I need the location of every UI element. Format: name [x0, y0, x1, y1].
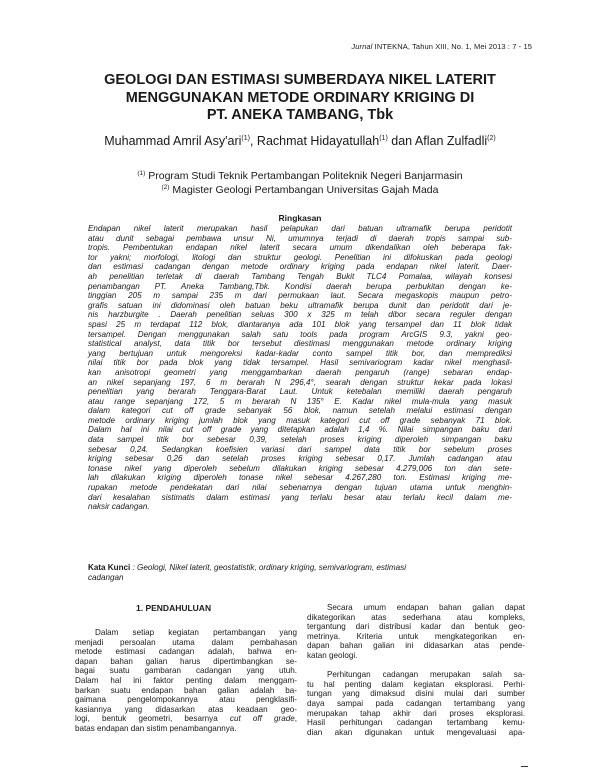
affiliation-mark: (1): [137, 170, 146, 177]
text-line: rupakan metode pendekatan dari nilai sebenarnya dengan tujuan utama untuk menghin-: [88, 483, 512, 493]
keywords: [88, 563, 512, 582]
keywords-label: Kata Kunci: [88, 563, 131, 572]
text-line: menjadi persoalan utama dalam pembahasan: [75, 637, 297, 647]
text-line: dalam kategori cut off grade sebanyak 56 blok, namun setelah melalui estimasi dengan: [88, 406, 512, 416]
left-column: [75, 628, 297, 734]
author-affil-mark: (1): [241, 135, 250, 142]
text-fragment-italic: cut off grade: [229, 714, 295, 724]
text-line: grafis satuan ini didominasi oleh batuan beku ultramafik berupa dunit dan peridotit dari je-: [88, 300, 512, 310]
text-line: dian akan digunakan untuk mengevaluasi apa-: [307, 727, 525, 737]
text-line: barkan suatu endapan bahan galian adalah ba-: [75, 685, 297, 695]
author-affil-mark: (1): [379, 135, 388, 142]
affiliation-text: Program Studi Teknik Pertambangan Politeknik Negeri Banjarmasin: [145, 170, 463, 182]
author-affil-mark: (2): [487, 135, 496, 142]
text-line: Dalam setiap kegiatan pertambangan yang: [95, 628, 297, 637]
text-line: atau range sepanjang 172, 5 m berarah N 135° E. Kadar nikel mula-mula yang masuk: [88, 396, 512, 406]
paper-title: [40, 72, 560, 125]
text-line: yang bertujuan untuk mengoreksi kadar-kadar conto sampel titik bor, dan memprediksi: [88, 348, 512, 358]
author-list: [40, 134, 560, 148]
affiliation: [40, 168, 560, 182]
author-name: Muhammad Amril Asy'ari: [104, 134, 242, 148]
text-line: tu hal penting dalam kegiatan eksplorasi. Perhi-: [307, 679, 525, 689]
abstract-body: [88, 224, 512, 512]
right-column: [307, 603, 525, 737]
text-line: metode estimasi cadangan adalah, bahwa en-: [75, 647, 297, 657]
text-line: batas endapan dan sistim penambangannya.: [75, 723, 237, 733]
text-line: dari kesalahan sistimatis dalam estimasi yang terlalu besar atau terlalu kecil dalam me-: [88, 492, 512, 502]
text-line: dan estimasi cadangan dengan metode ordinary kriging pada endapan nikel laterit. Daer-: [88, 262, 512, 272]
affiliation-mark: (2): [161, 184, 170, 191]
title-line: MENGGUNAKAN METODE ORDINARY KRIGING DI: [125, 89, 475, 106]
text-line: kasiannya yang didasarkan atas keadaan geo-: [75, 704, 297, 714]
journal-header: [351, 42, 532, 51]
text-line: Dalam hal ini nilai cut off grade yang ditetapkan adalah 1,4 %. Nilai simpangan baku dari: [88, 425, 512, 435]
text-line: Hasil perhitungan cadangan tertambang kemu-: [307, 718, 525, 728]
keywords-text: cadangan: [88, 572, 124, 582]
abstract-heading: Ringkasan: [278, 213, 322, 223]
author-name: Rachmat Hidayatullah: [256, 134, 380, 148]
text-line: nilai titik bor pada blok yang tidak tersampel. Hasil semivariogram kadar nikel menghasil-: [88, 358, 512, 368]
section-heading: 1. PENDAHULUAN: [136, 603, 212, 613]
text-line: dikategorikan atas sederhana atau kompleks,: [307, 612, 525, 622]
journal-issue: Tahun XIII, No. 1, Mei 2013 : 7 - 15: [410, 42, 532, 51]
text-line: dapan bahan galian ini didasarkan atas pende-: [307, 641, 525, 651]
title-line: GEOLOGI DAN ESTIMASI SUMBERDAYA NIKEL LATERIT: [104, 72, 496, 88]
text-line: lah dilakukan kriging diperoleh tonase nikel sebesar 4.267,280 ton. Estimasi kriging me-: [88, 473, 512, 483]
affiliation-text: Magister Geologi Pertambangan Universitas Gajah Mada: [169, 184, 439, 196]
text-line: ah penelitian terletak di daerah Tambang Tengah Bukit TLC4 Pomalaa, wilayah konsesi: [88, 271, 512, 281]
text-line: gaimana pengelompokannya atau pengklasifi-: [75, 695, 297, 705]
text-line: Dalam hal ini faktor penting dalam menggam-: [75, 675, 297, 685]
text-line: daya sampai pada cadangan tertambang yang: [307, 698, 525, 708]
text-line: an nikel sepanjang 197, 6 m berarah N 296,4°, searah dengan struktur kekar pada lokasi: [88, 377, 512, 387]
journal-label: Jurnal: [351, 42, 373, 51]
text-line: spasi 25 m terdapat 112 blok, diantaranya ada 101 blok yang tersampel dan 11 blok tidak: [88, 319, 512, 329]
text-line: nis harzburgite . Daerah penelitian seluas 300 x 325 m telah dibor secara reguler dengan: [88, 310, 512, 320]
text-fragment: logi, bentuk geometri, besarnya: [75, 714, 230, 724]
text-line: statistical analyst, data titik bor tersebut diestimasi menggunakan metode ordinary kriging: [88, 339, 512, 349]
text-line: sebesar 0,24. Sedangkan koefisien variasi dari sampel data titik bor sebelum proses: [88, 444, 512, 454]
keywords-line: [88, 563, 512, 573]
affiliations: [40, 168, 560, 196]
text-line: merupakan tahap akhir dari proses eksplorasi.: [307, 708, 525, 718]
text-line: dapan bahan galian harus dipertimbangkan se-: [75, 656, 297, 666]
text-line: metrinya. Kriteria untuk mengkategorikan en-: [307, 631, 525, 641]
text-line: kan anisotropi geometri yang menggambarkan daerah pengaruh (range) sebaran endap-: [88, 367, 512, 377]
text-line: tor yakni; morfologi, litologi dan struktur geologi. Penelitian ini difokuskan pada geologi: [88, 252, 512, 262]
text-line: bagai suatu gambaran cadangan yang utuh.: [75, 666, 297, 676]
text-line: Endapan nikel laterit merupakan hasil pelapukan dari batuan ultramafik berupa peridotit: [88, 224, 512, 233]
text-line: atau dunit sebagai pembawa unsur Ni, umumnya terjadi di daerah tropis sampai sub-: [88, 233, 512, 243]
text-line: kriging sebesar 0,26 dan setelah proses kriging sebesar 0,17. Jumlah cadangan atau: [88, 454, 512, 464]
journal-name: INTEKNA,: [372, 42, 411, 51]
text-line: tinggian 205 m sampai 235 m dari permukaan laut. Secara megaskopis maupun petro-: [88, 291, 512, 301]
text-line: naksir cadangan.: [88, 502, 150, 512]
author-separator: dan: [387, 134, 415, 148]
affiliation: [40, 182, 560, 196]
text-line: tergantung dari distribusi kadar dan bentuk geo-: [307, 622, 525, 632]
text-line: [75, 714, 297, 724]
text-line: tungan yang dimaksud disini mulai dari sumber: [307, 689, 525, 699]
author-separator: ,: [249, 134, 257, 148]
keywords-line: [88, 573, 512, 583]
author-name: Aflan Zulfadli: [414, 134, 488, 148]
text-line: penelitian yang berarah Tenggara-Barat Laut. Untuk ketebalan memiliki daerah pengaruh: [88, 387, 512, 397]
text-line: tropis. Pembentukan endapan nikel laterit secara umum dikendalikan oleh beberapa fak-: [88, 243, 512, 253]
text-line: tonase nikel yang diperoleh sebelum dilakukan kriging sebesar 4.279,006 ton dan sete-: [88, 463, 512, 473]
text-line: data sampel titik bor sebesar 0,39, setelah proses kriging diperoleh simpangan baku: [88, 435, 512, 445]
keywords-text: : Geologi, Nikel laterit, geostatistik, ordinary kriging, semivariogram, estimasi: [130, 563, 407, 572]
text-line: metode ordinary kriging jumlah blok yang masuk kategori cut off grade sebanyak 71 blok.: [88, 415, 512, 425]
title-line: PT. ANEKA TAMBANG, Tbk: [206, 107, 394, 123]
text-fragment: ,: [294, 714, 297, 724]
page-dash: [521, 766, 528, 767]
text-line: Perhitungan cadangan merupakan salah sa-: [327, 670, 525, 680]
text-line: tersampel. Dengan menggunakan salah satu tools pada program ArcGIS 9.3, yakni geo-: [88, 329, 512, 339]
text-line: Secara umum endapan bahan galian dapat: [327, 603, 525, 612]
text-line: katan geologi.: [307, 650, 358, 660]
paragraph-gap: [307, 661, 525, 671]
text-line: penambangan PT. Aneka Tambang,Tbk. Kondisi daerah berupa perbukitan dengan ke-: [88, 281, 512, 291]
